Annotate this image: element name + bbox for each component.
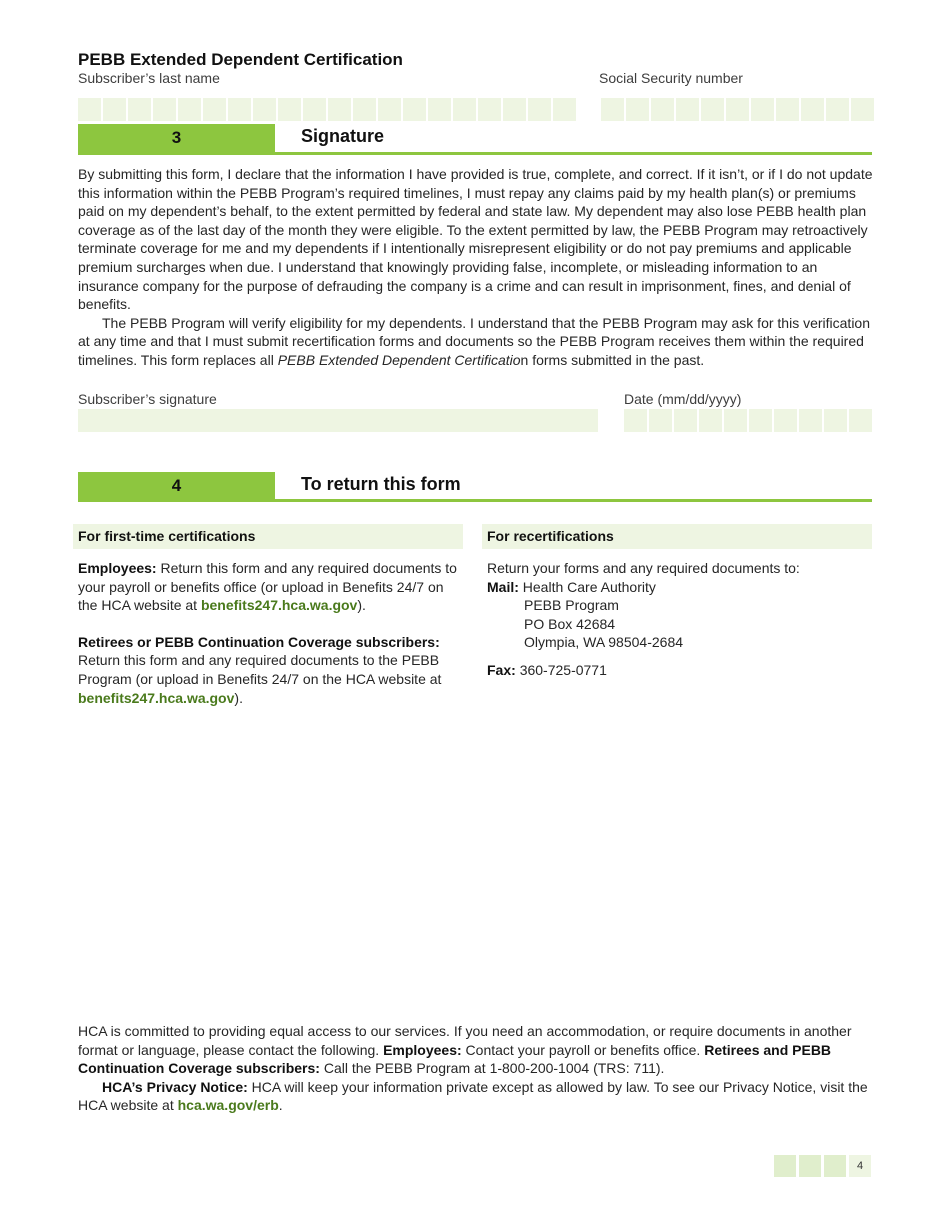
ssn-input[interactable] bbox=[601, 98, 874, 121]
last-name-label: Subscriber’s last name bbox=[78, 70, 220, 86]
section-3-number: 3 bbox=[78, 124, 275, 152]
declaration-paragraph-2: The PEBB Program will verify eligibility for my dependents. I understand that the PEBB Program may ask for this verification at any time and that I must submit recertification forms and documents so the PEBB Program receives them within the required timelines. This form replaces all PEBB Extended Dependent Certification forms submitted in the past. bbox=[78, 314, 870, 368]
privacy-link[interactable]: hca.wa.gov/erb bbox=[177, 1097, 279, 1114]
benefits-link-retirees[interactable]: benefits247.hca.wa.gov bbox=[78, 689, 235, 706]
section-3-rule bbox=[78, 152, 872, 155]
mail-address: Mail: Health Care Authority bbox=[487, 578, 656, 595]
benefits-link[interactable]: benefits247.hca.wa.gov bbox=[200, 597, 358, 614]
return-intro: Return your forms and any required documents to: bbox=[487, 560, 800, 576]
page-indicator bbox=[774, 1155, 871, 1177]
section-3-title: Signature bbox=[301, 126, 385, 146]
declaration-text bbox=[78, 165, 873, 370]
accessibility-notice: HCA is committed to providing equal access to our services. If you need an accommodation, or require documents in another format or language, please contact the following. Employees: Contact your payroll or benefits office. Retirees and PEBB Continuation Coverage subscribers: Call the PEBB Program at 1-800-200-1004 (TRS: 711). bbox=[78, 1023, 852, 1077]
form-title: PEBB Extended Dependent Certification bbox=[78, 50, 403, 69]
first-time-instructions bbox=[73, 559, 463, 707]
recertification-instructions bbox=[482, 559, 872, 680]
first-time-column bbox=[73, 524, 463, 707]
page-marker bbox=[774, 1155, 796, 1177]
address-line: PEBB Program bbox=[524, 597, 619, 614]
recertification-column bbox=[482, 524, 872, 680]
last-name-input[interactable] bbox=[78, 98, 576, 121]
date-input[interactable] bbox=[624, 409, 872, 432]
date-label: Date (mm/dd/yyyy) bbox=[624, 391, 742, 407]
signature-field[interactable] bbox=[78, 409, 598, 432]
section-4-number: 4 bbox=[78, 472, 275, 500]
page-marker bbox=[799, 1155, 821, 1177]
employees-instructions: Employees: Return this form and any required documents to your payroll or benefits office (or upload in Benefits 24/7 on the HCA website at benefits247.hca.wa.gov). bbox=[78, 560, 457, 614]
page-number: 4 bbox=[849, 1155, 871, 1177]
fax-number: Fax: 360-725-0771 bbox=[487, 661, 607, 678]
recertification-heading: For recertifications bbox=[482, 524, 872, 549]
section-4-rule bbox=[78, 499, 872, 502]
address-line: PO Box 42684 bbox=[524, 615, 616, 632]
ssn-label: Social Security number bbox=[599, 70, 743, 86]
signature-label: Subscriber’s signature bbox=[78, 391, 217, 407]
section-4-title: To return this form bbox=[301, 474, 461, 494]
privacy-notice: HCA’s Privacy Notice: HCA will keep your information private except as allowed by law. To see our Privacy Notice, visit the HCA website at hca.wa.gov/erb. bbox=[78, 1078, 868, 1114]
first-time-heading: For first-time certifications bbox=[73, 524, 463, 549]
declaration-paragraph-1: By submitting this form, I declare that the information I have provided is true, complete, and correct. If it isn’t, or if I do not update this information within the PEBB Program’s required timelines, I must repay any claims paid by my health plan(s) or premiums paid on my dependent’s behalf, to the extent permitted by federal and state law. My dependent may also lose PEBB health plan coverage as of the last day of the month they were eligible. To the extent permitted by law, the PEBB Program may retroactively terminate coverage for me and my dependents if I intentionally misrepresent eligibility or do not pay premiums and applicable premium surcharges when due. I understand that knowingly providing false, incomplete, or misleading information to an insurance company for the purpose of defrauding the company is a crime and can result in imprisonment, fines, and denial of benefits. bbox=[78, 166, 873, 313]
page-marker bbox=[824, 1155, 846, 1177]
footer-notice bbox=[78, 1022, 873, 1115]
retirees-instructions: Retirees or PEBB Continuation Coverage subscribers: Return this form and any required documents to the PEBB Program (or upload in Benefits 24/7 on the HCA website at benefits247.hca.wa.gov). bbox=[78, 633, 442, 706]
address-line: Olympia, WA 98504-2684 bbox=[524, 634, 684, 651]
